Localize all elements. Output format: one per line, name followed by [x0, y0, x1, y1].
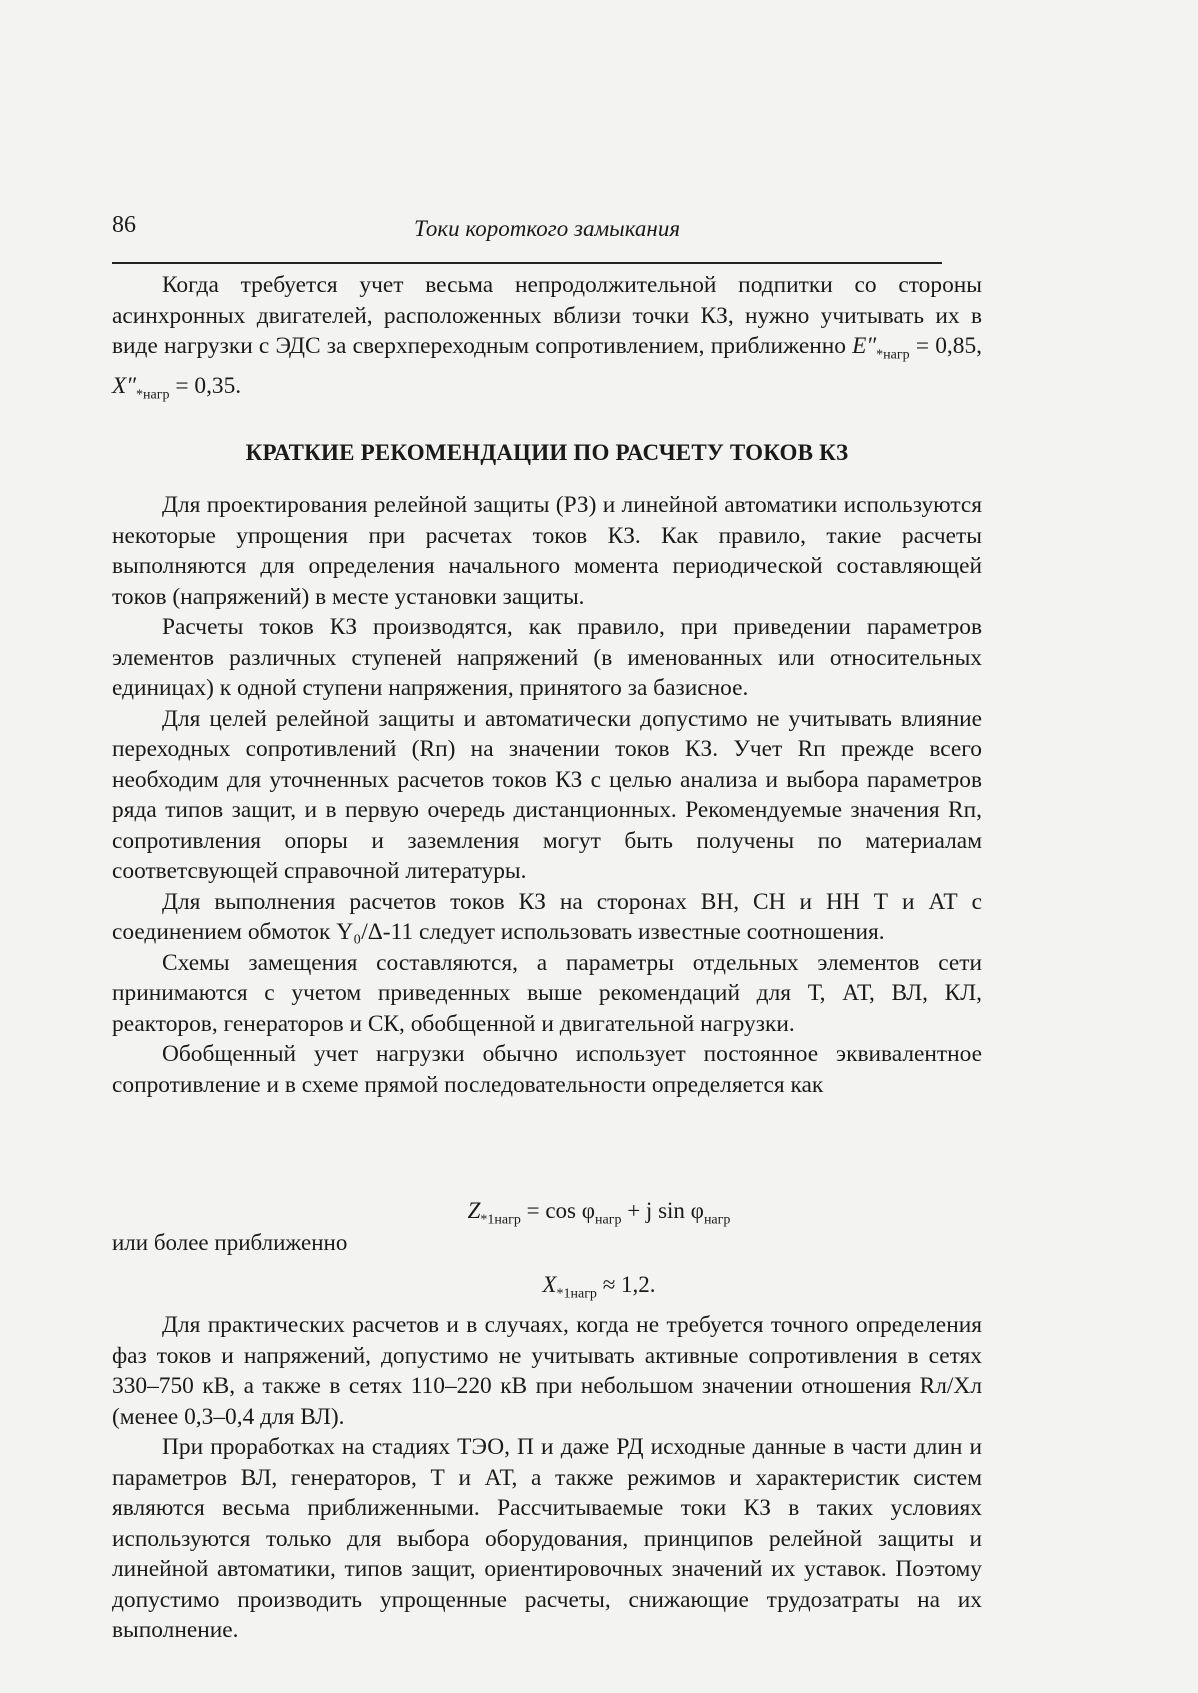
formula-lhs-sub: *1нагр: [556, 1286, 597, 1302]
formula-z-load: [0, 1198, 1198, 1229]
formula-x-load: [0, 1272, 1198, 1303]
page-header: [112, 212, 942, 248]
paragraph: При проработках на стадиях ТЭО, П и даже РД исходные данные в части длин и параметров ВЛ, генераторов, Т и АТ, а также режимов и характеристик систем являются весьма приближенными. Рассчитываемые токи КЗ в таких условиях используются только для выбора оборудования, принципов релейной защиты и линейной автоматики, типов защит, ориентировочных значений их уставок. Поэтому допустимо производить упрощенные расчеты, снижающие трудозатраты на их выполнение.: [112, 1434, 982, 1643]
formula-e: E″: [852, 333, 877, 359]
header-rule: [112, 262, 942, 264]
formula-rhs: ≈ 1,2.: [596, 1272, 656, 1297]
intro-text: Когда требуется учет весьма непродолжительной подпитки со стороны асинхронных двигателей, расположенных вблизи точки КЗ, нужно учитывать их в виде нагрузки с ЭДС за сверхпереходным сопротивлением, приближенно: [112, 272, 982, 359]
formula-x: X″: [112, 373, 137, 400]
paragraph: Обобщенный учет нагрузки обычно использует постоянное эквивалентное сопротивление и в схеме прямой последовательности определяется как: [112, 1041, 982, 1098]
formula-x-val: = 0,35.: [169, 373, 242, 400]
running-title: Токи короткого замыкания: [413, 216, 681, 241]
formula-lhs: Z: [467, 1198, 481, 1223]
closing-text-block: [112, 1310, 982, 1646]
formula-e-sub: *нагр: [876, 347, 910, 363]
section-heading: КРАТКИЕ РЕКОМЕНДАЦИИ ПО РАСЧЕТУ ТОКОВ КЗ: [245, 440, 849, 465]
paragraph: Схемы замещения составляются, а параметры отдельных элементов сети принимаются с учетом приведенных выше рекомендаций для Т, АТ, ВЛ, КЛ, реакторов, генераторов и СК, обобщенной и двигательной нагрузки.: [112, 949, 982, 1037]
formula-rhs: = cos φ: [520, 1198, 595, 1223]
formula-plus: + j sin φ: [621, 1198, 704, 1223]
or-more-approx: или более приближенно: [112, 1230, 348, 1255]
main-text-block: [112, 490, 982, 1100]
paragraph: Расчеты токов КЗ производятся, как правило, при приведении параметров элементов различных ступеней напряжений (в именованных или относительных единицах) к одной ступени напряжения, принятого за базисное.: [112, 614, 982, 701]
page-number: 86: [112, 212, 136, 238]
phi-sub: нагр: [703, 1212, 731, 1228]
formula-lhs: X: [542, 1272, 557, 1297]
paragraph: Для выполнения расчетов токов КЗ на сторонах ВН, СН и НН Т и АТ с соединением обмоток Y₀/Δ-11 следует использовать известные соотношения.: [112, 888, 982, 945]
formula-x-sub: *нагр: [136, 387, 170, 403]
intro-paragraph: [112, 270, 982, 411]
formula-lhs-sub: *1нагр: [480, 1212, 521, 1228]
intro-block: [112, 270, 982, 411]
paragraph: Для практических расчетов и в случаях, когда не требуется точного определения фаз токов и напряжений, допустимо не учитывать активные сопротивления в сетях 330–750 кВ, а также в сетях 110–220 кВ при небольшом значении отношения Rл/Xл (менее 0,3–0,4 для ВЛ).: [112, 1312, 982, 1430]
paragraph: Для целей релейной защиты и автоматически допустимо не учитывать влияние переходных сопротивлений (Rп) на значении токов КЗ. Учет Rп прежде всего необходим для уточненных расчетов токов КЗ с целью анализа и выбора параметров ряда типов защит, и в первую очередь дистанционных. Рекомендуемые значения Rп, сопротивления опоры и заземления могут быть получены по материалам соответсвующей справочной литературы.: [112, 705, 982, 884]
phi-sub: нагр: [595, 1212, 622, 1228]
formula-e-val: = 0,85,: [909, 333, 982, 359]
paragraph: Для проектирования релейной защиты (РЗ) и линейной автоматики используются некоторые упрощения при расчетах токов КЗ. Как правило, такие расчеты выполняются для определения начального момента периодической составляющей токов (напряжений) в месте установки защиты.: [112, 492, 982, 610]
